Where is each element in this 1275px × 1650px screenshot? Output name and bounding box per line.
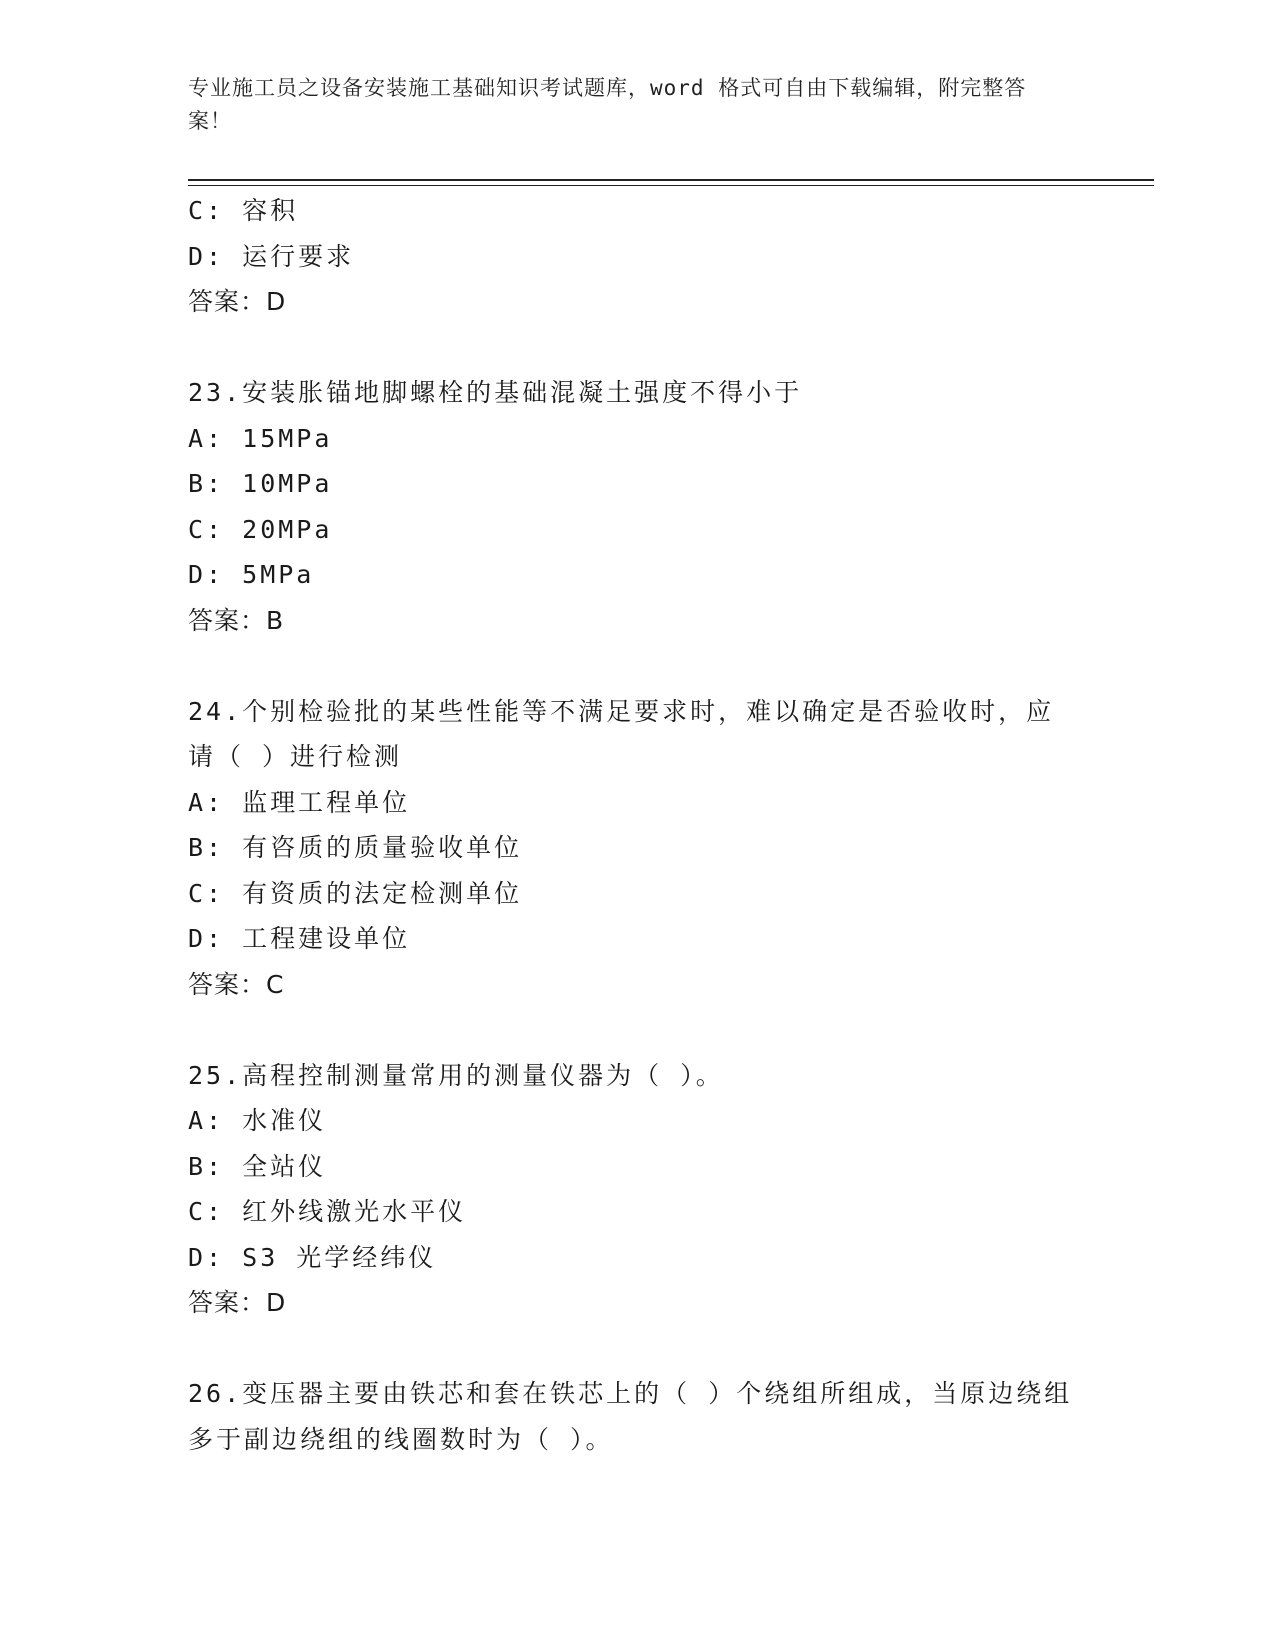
question-list bbox=[188, 188, 1088, 1462]
spacer bbox=[188, 643, 1088, 689]
option-a: A: 监理工程单位 bbox=[188, 787, 411, 817]
option-c: C: 20MPa bbox=[188, 514, 333, 544]
answer: 答案：B bbox=[188, 605, 285, 635]
answer: 答案：D bbox=[188, 287, 287, 316]
question-26 bbox=[188, 1371, 1088, 1462]
question-25 bbox=[188, 1053, 1088, 1326]
answer: 答案：C bbox=[188, 969, 285, 999]
header-divider-thick bbox=[188, 179, 1154, 181]
option-d: D: 工程建设单位 bbox=[188, 924, 411, 953]
spacer bbox=[188, 325, 1088, 371]
option-a: A: 水准仪 bbox=[188, 1106, 327, 1135]
question-stem: 26.变压器主要由铁芯和套在铁芯上的（ ）个绕组所组成，当原边绕组多于副边绕组的线圈数时为（ ）。 bbox=[188, 1379, 1073, 1454]
question-24 bbox=[188, 689, 1088, 1008]
option-c: C: 有资质的法定检测单位 bbox=[188, 878, 523, 908]
option-d: D: 5MPa bbox=[188, 560, 315, 589]
question-23 bbox=[188, 370, 1088, 643]
question-stem: 24.个别检验批的某些性能等不满足要求时，难以确定是否验收时，应请（ ）进行检测 bbox=[188, 696, 1055, 771]
option-c: C: 红外线激光水平仪 bbox=[188, 1197, 467, 1226]
page-header: 专业施工员之设备安装施工基础知识考试题库，word 格式可自由下载编辑，附完整答案！ bbox=[188, 76, 1027, 133]
carryover-block bbox=[188, 188, 1088, 325]
option-b: B: 10MPa bbox=[188, 469, 333, 498]
option-d: D: S3 光学经纬仪 bbox=[188, 1242, 437, 1272]
option-c: C: 容积 bbox=[188, 196, 299, 225]
spacer bbox=[188, 1007, 1088, 1053]
option-b: B: 有咨质的质量验收单位 bbox=[188, 833, 523, 862]
question-stem: 23.安装胀锚地脚螺栓的基础混凝土强度不得小于 bbox=[188, 378, 803, 407]
option-d: D: 运行要求 bbox=[188, 241, 355, 271]
question-stem: 25.高程控制测量常用的测量仪器为（ ）。 bbox=[188, 1060, 724, 1090]
answer: 答案：D bbox=[188, 1288, 287, 1317]
option-a: A: 15MPa bbox=[188, 423, 333, 453]
header-divider-thin bbox=[188, 185, 1154, 186]
spacer bbox=[188, 1326, 1088, 1372]
option-b: B: 全站仪 bbox=[188, 1151, 327, 1181]
